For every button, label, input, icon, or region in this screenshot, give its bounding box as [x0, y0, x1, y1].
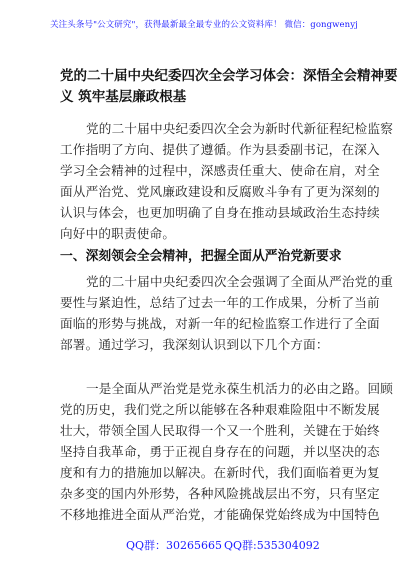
paragraph-point-one — [60, 378, 394, 525]
paragraph-line: 面临的形势与挑战，对新一年的纪检监察工作进行了全面 — [60, 316, 380, 331]
paragraph-line: 向好中的职责使命。 — [60, 226, 176, 241]
paragraph-line: 部署。通过学习，我深刻认识到以下几个方面： — [60, 337, 329, 352]
paragraph-line: 坚持自我革命，勇于正视自身存在的问题，并以坚决的态 — [60, 444, 380, 459]
top-promo-banner: 关注头条号"公文研究"，获得最新最全最专业的公文资料库！ 微信：gongwenyj — [50, 20, 358, 30]
section-heading-1: 一、深刻领会全会精神，把握全面从严治党新要求 — [60, 249, 342, 264]
title-line-1: 党的二十届中央纪委四次全会学习体会：深悟全会精神要 — [60, 68, 398, 84]
paragraph-line: 要性与紧迫性，总结了过去一年的工作成果，分析了当前 — [60, 295, 380, 310]
paragraph-line: 壮大，带领全国人民取得一个又一个胜利，关键在于始终 — [60, 423, 380, 438]
footer-qq-group-1: QQ群：30265665 — [126, 539, 223, 552]
title-line-2: 义 筑牢基层廉政根基 — [60, 89, 187, 105]
paragraph-line: 杂多变的国内外形势，各种风险挑战层出不穷，只有坚定 — [60, 486, 380, 501]
paragraph-line: 学习全会精神的过程中，深感责任重大、使命在肩，对全 — [60, 163, 380, 178]
paragraph-line: 度和有力的措施加以解决。在新时代，我们面临着更为复 — [60, 465, 380, 480]
paragraph-line: 认识与体会，也更加明确了自身在推动县域政治生态持续 — [60, 205, 380, 220]
paragraph-intro — [60, 118, 394, 244]
paragraph-line: 工作指明了方向、提供了遵循。作为县委副书记，在深入 — [60, 142, 380, 157]
paragraph-line: 面从严治党、党风廉政建设和反腐败斗争有了更为深刻的 — [60, 184, 380, 199]
paragraph-line: 不移地推进全面从严治党，才能确保党始终成为中国特色 — [60, 507, 380, 522]
document-title — [60, 66, 398, 108]
footer-qq-group-2: QQ群:535304092 — [224, 539, 320, 552]
paragraph-line: 党的二十届中央纪委四次全会为新时代新征程纪检监察 — [86, 121, 394, 136]
paragraph-section1 — [60, 271, 394, 355]
paragraph-line: 党的历史，我们党之所以能够在各种艰难险阻中不断发展 — [60, 402, 380, 417]
paragraph-line: 一是全面从严治党是党永葆生机活力的必由之路。回顾 — [86, 381, 394, 396]
paragraph-line: 党的二十届中央纪委四次全会强调了全面从严治党的重 — [86, 274, 394, 289]
